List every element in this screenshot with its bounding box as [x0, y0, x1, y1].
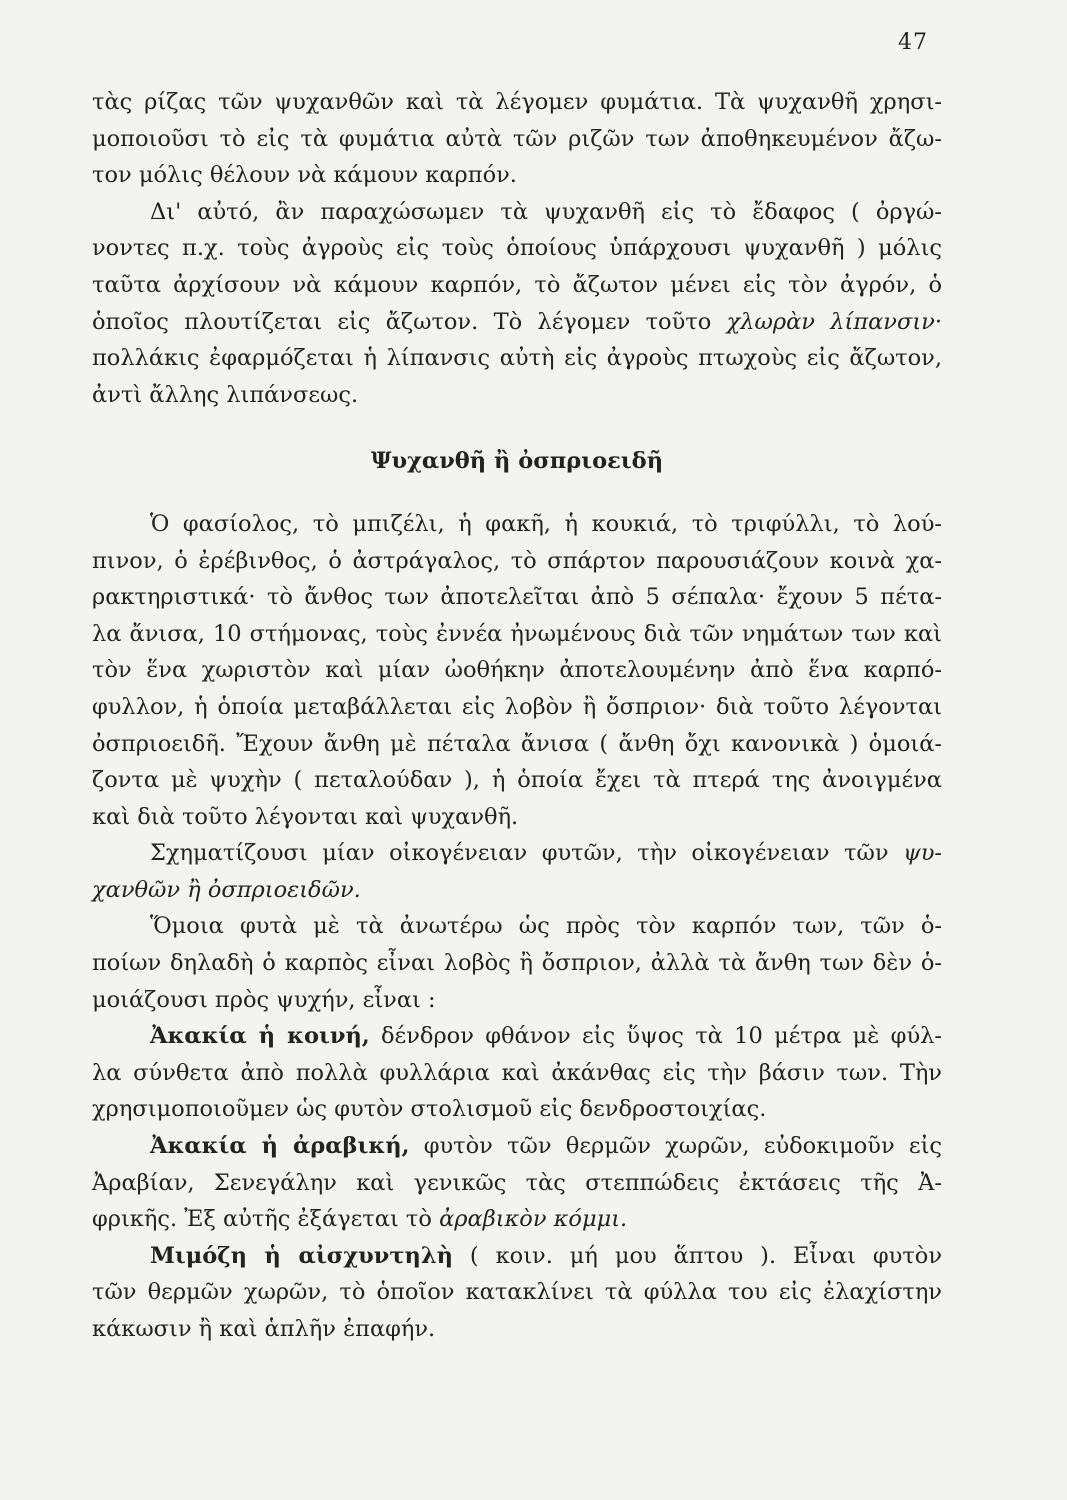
text-line: Ὁ φασίολος, τὸ μπιζέλι, ἡ φακῆ, ἡ κουκιά, τὸ τριφύλλι, τὸ λού-: [150, 510, 942, 537]
page-number: 47: [898, 30, 928, 55]
bold-term: Μιμόζη ἡ αἰσχυντηλὴ: [150, 1242, 453, 1269]
text-line: τὰς ρίζας τῶν ψυχανθῶν καὶ τὰ λέγομεν φυμάτια. Τὰ ψυχανθῆ χρησι-: [92, 89, 942, 115]
text-line: μοιάζουσι πρὸς ψυχήν, εἶναι :: [92, 986, 436, 1013]
text-line: [92, 835, 942, 872]
italic-term: ἀραβικὸν κόμμι.: [439, 1206, 628, 1233]
text-segment: φυτὸν τῶν θερμῶν χωρῶν, εὐδοκιμοῦν εἰς: [423, 1133, 942, 1160]
text-line: Ὅμοια φυτὰ μὲ τὰ ἀνωτέρω ὡς πρὸς τὸν καρπόν των, τῶν ὁ-: [150, 913, 942, 940]
text-line: λα σύνθετα ἀπὸ πολλὰ φυλλάρια καὶ ἀκάνθας εἰς τὴν βάσιν των. Τὴν: [92, 1059, 942, 1086]
text-line: [92, 1238, 942, 1275]
text-line: Ἀραβίαν, Σενεγάλην καὶ γενικῶς τὰς στεππώδεις ἐκτάσεις τῆς Ἀ-: [92, 1169, 942, 1196]
text-segment: ( κοιν. μή μου ἅπτου ). Εἶναι φυτὸν: [469, 1242, 943, 1269]
italic-term: χανθῶν ἢ ὀσπριοειδῶν.: [92, 876, 361, 903]
text-line: ὀσπριοειδῆ. Ἔχουν ἄνθη μὲ πέταλα ἄνισα ( ἄνθη ὄχι κανονικὰ ) ὁμοιά-: [92, 730, 942, 757]
italic-term: χλωρὰν λίπανσιν·: [726, 308, 942, 335]
text-line: ποίων δηλαδὴ ὁ καρπὸς εἶναι λοβὸς ἢ ὄσπριον, ἀλλὰ τὰ ἄνθη των δὲν ὁ-: [92, 950, 942, 977]
text-line: μοποιοῦσι τὸ εἰς τὰ φυμάτια αὐτὰ τῶν ριζῶν των ἀποθηκευμένον ἄζω-: [92, 125, 942, 152]
text-line: τον μόλις θέλουν νὰ κάμουν καρπόν.: [92, 162, 517, 189]
text-line: Δι' αὐτό, ἂν παραχώσωμεν τὰ ψυχανθῆ εἰς τὸ ἔδαφος ( ὀργώ-: [150, 198, 942, 225]
body-text: [92, 84, 942, 1348]
text-line: [92, 1018, 942, 1055]
text-line: [92, 1128, 942, 1165]
text-line: [92, 304, 942, 341]
text-line: φυλλον, ἡ ὁποία μεταβάλλεται εἰς λοβὸν ἢ ὄσπριον· διὰ τοῦτο λέγονται: [92, 693, 942, 720]
text-line: λα ἄνισα, 10 στήμονας, τοὺς ἐννέα ἠνωμένους διὰ τῶν νημάτων των καὶ: [92, 620, 942, 647]
text-line: τὸν ἕνα χωριστὸν καὶ μίαν ὠοθήκην ἀποτελουμένην ἀπὸ ἕνα καρπό-: [92, 657, 942, 684]
text-segment: φρικῆς. Ἐξ αὐτῆς ἐξάγεται τὸ: [92, 1206, 432, 1233]
text-line: ρακτηριστικά· τὸ ἄνθος των ἀποτελεῖται ἀπὸ 5 σέπαλα· ἔχουν 5 πέτα-: [92, 584, 942, 611]
text-line: ζοντα μὲ ψυχὴν ( πεταλούδαν ), ἡ ὁποία ἔχει τὰ πτερά της ἀνοιγμένα: [92, 767, 942, 794]
text-line: [92, 1201, 942, 1238]
bold-term: Ἀκακία ἡ κοινή,: [150, 1023, 370, 1050]
bold-term: Ἀκακία ἡ ἀραβική,: [150, 1133, 410, 1160]
text-line: νοντες π.χ. τοὺς ἀγροὺς εἰς τοὺς ὁποίους ὑπάρχουσι ψυχανθῆ ) μόλις: [92, 235, 942, 262]
text-line: ταῦτα ἀρχίσουν νὰ κάμουν καρπόν, τὸ ἄζωτον μένει εἰς τὸν ἀγρόν, ὁ: [92, 271, 942, 298]
text-line: πολλάκις ἐφαρμόζεται ἡ λίπανσις αὐτὴ εἰς ἀγροὺς πτωχοὺς εἰς ἄζωτον,: [92, 345, 942, 372]
text-line: τῶν θερμῶν χωρῶν, τὸ ὁποῖον κατακλίνει τὰ φύλλα του εἰς ἐλαχίστην: [92, 1279, 942, 1306]
text-segment: ὁποῖος πλουτίζεται εἰς ἄζωτον. Τὸ λέγομεν τοῦτο: [92, 308, 712, 335]
text-line: χρησιμοποιοῦμεν ὡς φυτὸν στολισμοῦ εἰς δενδροστοιχίας.: [92, 1096, 767, 1123]
text-line: πινον, ὁ ἐρέβινθος, ὁ ἀστράγαλος, τὸ σπάρτον παρουσιάζουν κοινὰ χα-: [92, 547, 942, 574]
text-line: [92, 872, 942, 909]
section-heading: Ψυχανθῆ ἢ ὀσπριοειδῆ: [370, 448, 664, 475]
text-segment: δένδρον φθάνον εἰς ὕψος τὰ 10 μέτρα μὲ φύλ-: [381, 1023, 942, 1050]
italic-term: ψυ-: [903, 840, 942, 867]
text-line: ἀντὶ ἄλλης λιπάνσεως.: [92, 381, 359, 408]
text-segment: Σχηματίζουσι μίαν οἰκογένειαν φυτῶν, τὴν οἰκογένειαν τῶν: [150, 840, 889, 867]
text-line: καὶ διὰ τοῦτο λέγονται καὶ ψυχανθῆ.: [92, 803, 519, 830]
text-line: κάκωσιν ἢ καὶ ἁπλῆν ἐπαφήν.: [92, 1316, 436, 1342]
